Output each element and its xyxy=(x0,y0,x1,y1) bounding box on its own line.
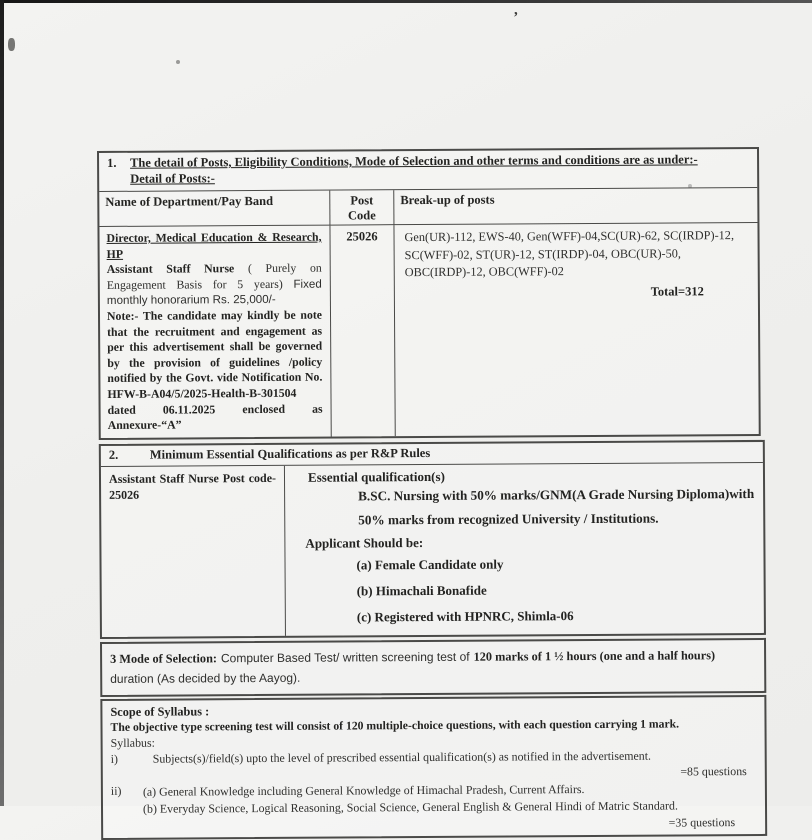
post-title: Assistant Staff Nurse xyxy=(106,261,235,277)
item-lines xyxy=(143,780,678,818)
scan-speck xyxy=(176,60,180,64)
applicant-condition: (a) Female Candidate only xyxy=(356,556,504,573)
breakup-of-posts: Gen(UR)-112, EWS-40, Gen(WFF)-04,SC(UR)-62, SC(IRDP)-12, SC(WFF)-02, ST(UR)-12, ST(IRDP)-04, OBC(UR)-50, OBC(IRDP)-12, OBC(WFF)-02 xyxy=(404,228,735,280)
item-number: ii) xyxy=(110,783,122,798)
recruitment-note: Note:- The candidate may kindly be note that the recruitment and engagement as per this advertisement shall be governed by the provision of guidelines /policy notified by the Govt. vide Notification No. HFW-B-A04/5/2025-Health-B-301504 dated 06.11.2025 enclosed as Annexure-“A” xyxy=(106,307,323,433)
section3-test-text: Computer Based Test/ written screening test of xyxy=(220,649,470,665)
post-label-cell: Assistant Staff Nurse Post code-25026 xyxy=(101,466,286,637)
mode-of-selection-box xyxy=(100,638,766,697)
posts-table-header-row xyxy=(99,188,757,227)
scan-mark-comma: , xyxy=(514,2,518,18)
syllabus-title: Scope of Syllabus : xyxy=(110,704,210,719)
department-name: Director, Medical Education & Research, HP xyxy=(106,229,322,261)
breakup-cell xyxy=(394,223,758,436)
essential-qualifications-heading: Essential qualification(s) xyxy=(307,468,445,485)
col-header-breakup: Break-up of posts xyxy=(394,188,757,225)
syllabus-item-ii xyxy=(111,780,757,819)
post-description xyxy=(107,261,322,309)
item-number: i) xyxy=(110,752,119,767)
section1-title: The detail of Posts, Eligibility Conditions, Mode of Selection and other terms and conditions are as under:- xyxy=(130,152,698,170)
posts-table-data-row xyxy=(99,223,758,438)
post-terms: ( Purely on Engagement Basis for 5 years) xyxy=(106,260,322,292)
total-posts: Total=312 xyxy=(650,283,704,299)
applicant-condition: (b) Himachali Bonafide xyxy=(356,582,487,599)
scan-speck xyxy=(8,38,15,51)
section1-number: 1. xyxy=(107,155,117,170)
qualifications-cell xyxy=(285,463,769,636)
syllabus-label: Syllabus: xyxy=(110,735,155,750)
item-text: Subjects(s)/field(s) upto the level of prescribed essential qualification(s) as notified in the advertisement. xyxy=(152,748,652,766)
syllabus-intro: The objective type screening test will consist of 120 multiple-choice questions, with each question carrying 1 mark. xyxy=(110,717,680,735)
posts-table xyxy=(97,147,761,440)
mode-of-selection-line xyxy=(110,645,756,669)
essential-qualifications-text: B.SC. Nursing with 50% marks/GNM(A Grade Nursing Diploma)with 50% marks from recognized University / Institutions. xyxy=(358,485,755,528)
applicant-condition: (c) Registered with HPNRC, Shimla-06 xyxy=(356,607,574,625)
section3-duration-text: duration (As decided by the Aayog). xyxy=(110,670,301,686)
scan-left-edge xyxy=(0,0,4,806)
section2-number: 2. xyxy=(108,447,119,462)
post-code-cell: 25026 xyxy=(330,225,395,436)
section1-subtitle: Detail of Posts:- xyxy=(130,170,215,186)
col-header-department: Name of Department/Pay Band xyxy=(99,191,330,227)
item-line-b: (b) Everyday Science, Logical Reasoning, Social Science, General English & General Hindi of Matric Standard. xyxy=(142,798,678,816)
qualifications-row xyxy=(101,463,764,637)
col-header-post-code: Post Code xyxy=(330,190,394,225)
section1-subtitle-line xyxy=(107,168,749,187)
question-count-85: =85 questions xyxy=(680,763,747,779)
item-line-a: (a) General Knowledge including General Knowledge of Himachal Pradesh, Current Affairs. xyxy=(142,781,585,799)
section3-marks-text: 120 marks of 1 ½ hours (one and a half hours) xyxy=(473,647,716,664)
section1-heading xyxy=(99,149,757,192)
applicant-heading: Applicant Should be: xyxy=(305,534,424,551)
document xyxy=(97,147,767,840)
post-pay: Fixed monthly honorarium Rs. 25,000/- xyxy=(106,277,322,308)
qualifications-table xyxy=(99,440,766,639)
section3-label: 3 Mode of Selection: xyxy=(110,650,218,666)
syllabus-box xyxy=(100,695,767,840)
section2-title: Minimum Essential Qualifications as per R&P Rules xyxy=(149,445,431,462)
scan-top-edge xyxy=(0,0,812,3)
department-cell xyxy=(99,226,331,438)
question-count-35: =35 questions xyxy=(668,814,736,830)
